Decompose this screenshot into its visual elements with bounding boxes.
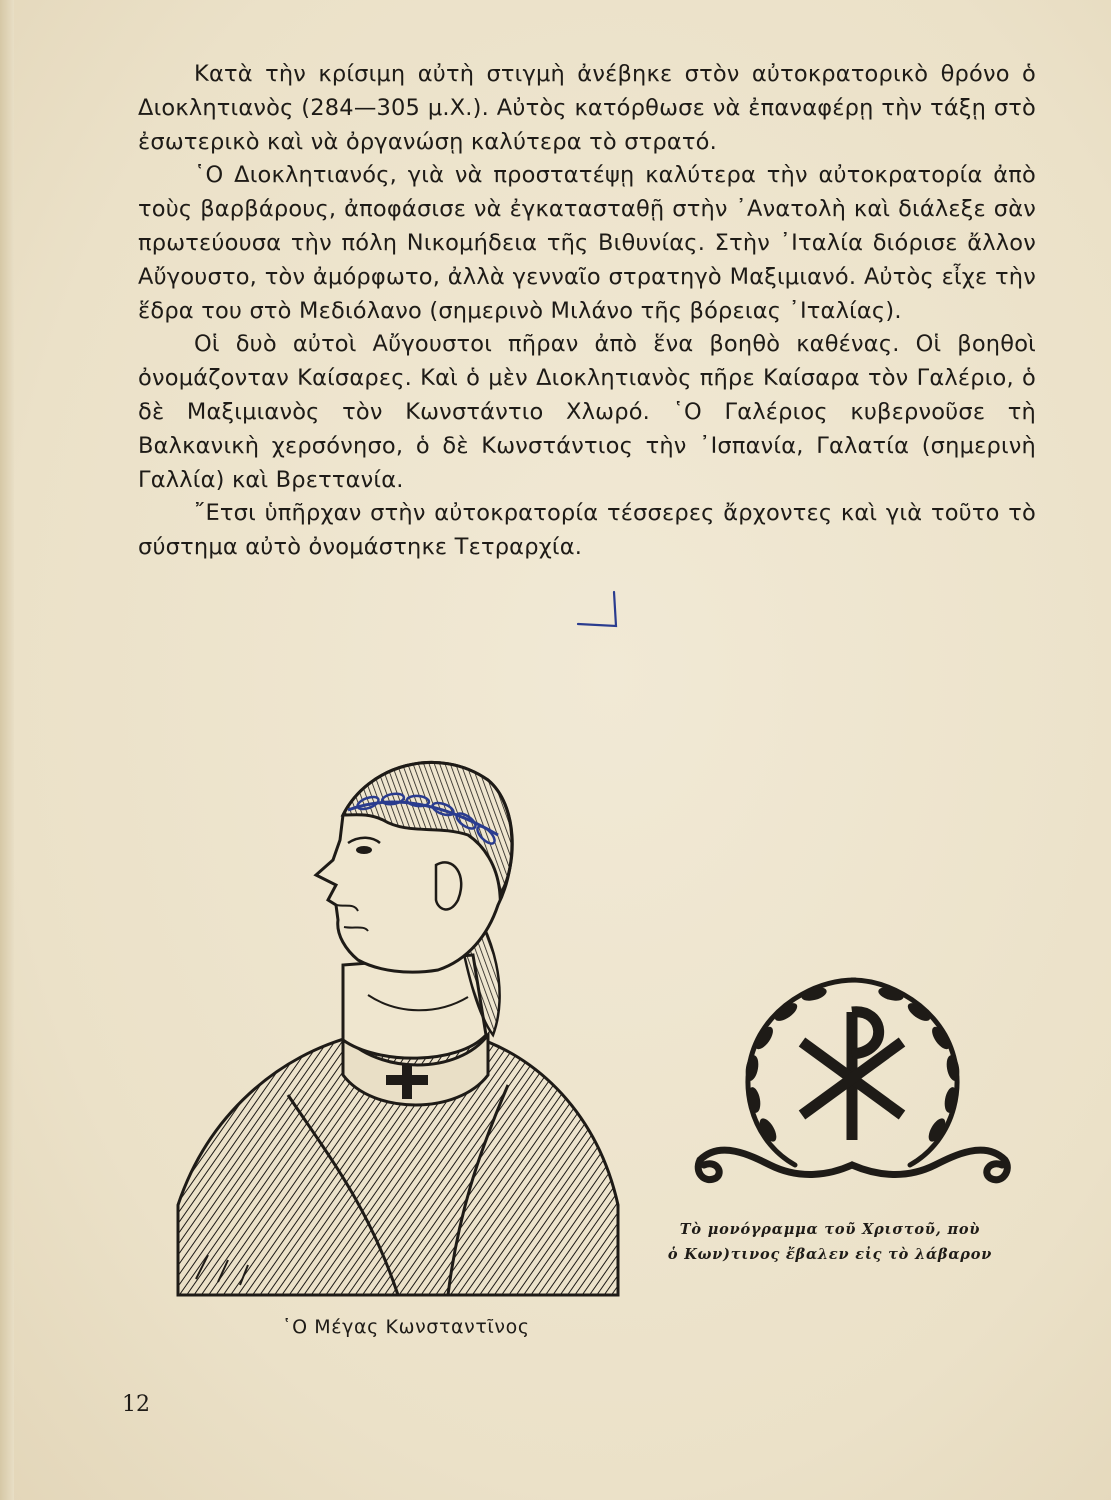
page-binding-edge [0,0,14,1500]
pen-bracket-mark [572,590,620,630]
chirho-caption-line-2: ὁ Κων)τινος ἔβαλεν εἰς τὸ λάβαρον [667,1246,993,1263]
constantine-portrait-illustration [168,735,628,1305]
portrait-caption: ῾Ο Μέγας Κωνσταντῖνος [282,1316,530,1338]
chi-rho-wreath-emblem [690,960,1015,1210]
paragraph-diocletian-capital: ῾Ο Διοκλητιανός, γιὰ νὰ προστατέψῃ καλύτερα τὴν αὐτοκρατορία ἀπὸ τοὺς βαρβάρους, ἀποφάσισε νὰ ἐγκατασταθῇ στὴν ᾿Ανατολὴ καὶ διάλεξε σὰν πρωτεύουσα τὴν πόλη Νικομήδεια τῆς Βιθυνίας. Στὴν ᾿Ιταλία διόρισε ἄλλον Αὔγουστο, τὸν ἀμόρφωτο, ἀλλὰ γενναῖο στρατηγὸ Μαξιμιανό. Αὐτὸς εἶχε τὴν ἕδρα του στὸ Μεδιόλανο (σημερινὸ Μιλάνο τῆς βόρειας ᾿Ιταλίας). [138,162,1036,324]
body-text [138,58,1036,565]
page-number: 12 [122,1392,150,1417]
chirho-caption-line-1: Τὸ μονόγραμμα τοῦ Χριστοῦ, ποὺ [679,1221,981,1238]
paragraph-tetrarchy: ῎Ετσι ὑπῆρχαν στὴν αὐτοκρατορία τέσσερες ἄρχοντες καὶ γιὰ τοῦτο τὸ σύστημα αὐτὸ ὀνομάστηκε Τετραρχία. [138,500,1036,561]
paragraph-augusti-caesars: Οἱ δυὸ αὐτοὶ Αὔγουστοι πῆραν ἀπὸ ἕνα βοηθὸ καθένας. Οἱ βοηθοὶ ὀνομάζονταν Καίσαρες. Καὶ ὁ μὲν Διοκλητιανὸς πῆρε Καίσαρα τὸν Γαλέριο, ὁ δὲ Μαξιμιανὸς τὸν Κωνστάντιο Χλωρό. ῾Ο Γαλέριος κυβερνοῦσε τὴ Βαλκανικὴ χερσόνησο, ὁ δὲ Κωνστάντιος τὴν ᾿Ισπανία, Γαλατία (σημερινὴ Γαλλία) καὶ Βρεττανία. [138,331,1036,493]
paragraph-diocletian-throne: Κατὰ τὴν κρίσιμη αὐτὴ στιγμὴ ἀνέβηκε στὸν αὐτοκρατορικὸ θρόνο ὁ Διοκλητιανὸς (284—305 μ.Χ.). Αὐτὸς κατόρθωσε νὰ ἐπαναφέρῃ τὴν τάξῃ στὸ ἐσωτερικὸ καὶ νὰ ὀργανώσῃ καλύτερα τὸ στρατό. [138,61,1036,155]
chirho-caption [640,1217,1020,1267]
